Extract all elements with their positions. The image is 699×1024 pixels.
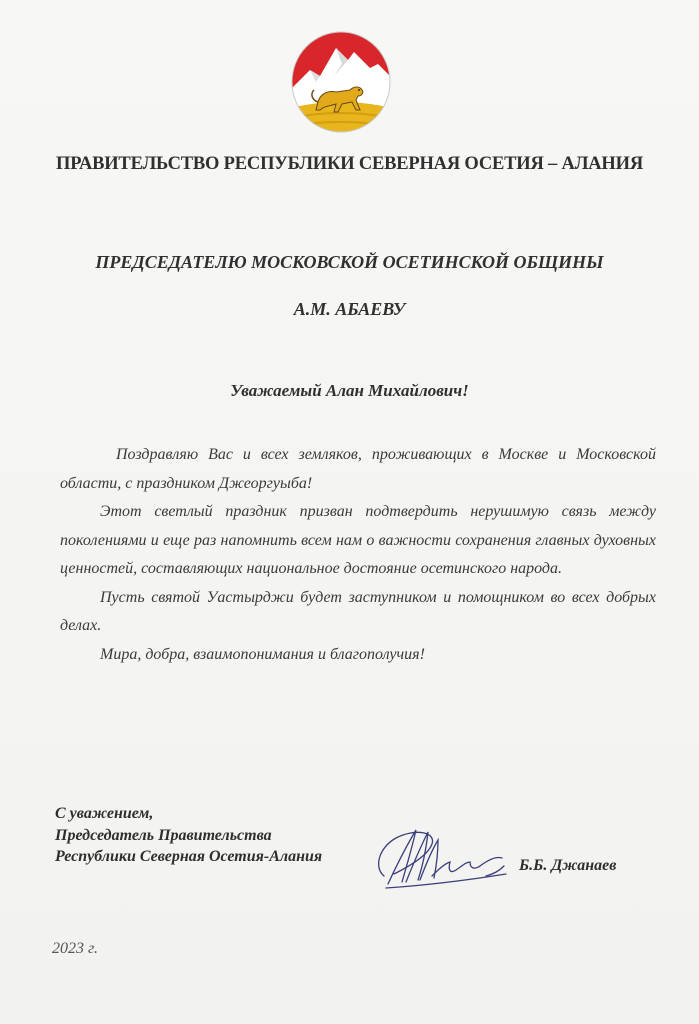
addressee-name: А.М. АБАЕВУ bbox=[293, 299, 406, 319]
closing-block bbox=[55, 803, 322, 868]
government-title: ПРАВИТЕЛЬСТВО РЕСПУБЛИКИ СЕВЕРНАЯ ОСЕТИЯ – АЛАНИЯ bbox=[56, 154, 643, 174]
signer-name: Б.Б. Джанаев bbox=[519, 857, 617, 874]
salutation: Уважаемый Алан Михайлович! bbox=[230, 381, 469, 400]
body-paragraph: Пусть святой Уастырджи будет заступником и помощником во всех добрых делах. bbox=[60, 588, 656, 634]
handwritten-signature-icon bbox=[366, 818, 516, 904]
north-ossetia-coat-of-arms-icon bbox=[290, 30, 392, 134]
addressee-title: ПРЕДСЕДАТЕЛЮ МОСКОВСКОЙ ОСЕТИНСКОЙ ОБЩИНЫ bbox=[95, 252, 604, 272]
body-paragraph: Мира, добра, взаимопонимания и благополучия! bbox=[100, 645, 425, 663]
letter-body bbox=[60, 441, 656, 669]
signer-organization: Республики Северная Осетия-Алания bbox=[55, 848, 323, 865]
body-paragraph: Поздравляю Вас и всех земляков, проживающих в Москве и Московской области, с праздником Джеоргуыба! bbox=[60, 446, 656, 492]
body-paragraph: Этот светлый праздник призван подтвердить нерушимую связь между поколениями и еще раз напомнить всем нам о важности сохранения главных духовных ценностей, составляющих национальное достояние осетинского народа. bbox=[60, 503, 656, 577]
signer-position: Председатель Правительства bbox=[55, 826, 272, 844]
closing-greeting: С уважением, bbox=[55, 805, 154, 822]
document-date: 2023 г. bbox=[52, 940, 99, 957]
